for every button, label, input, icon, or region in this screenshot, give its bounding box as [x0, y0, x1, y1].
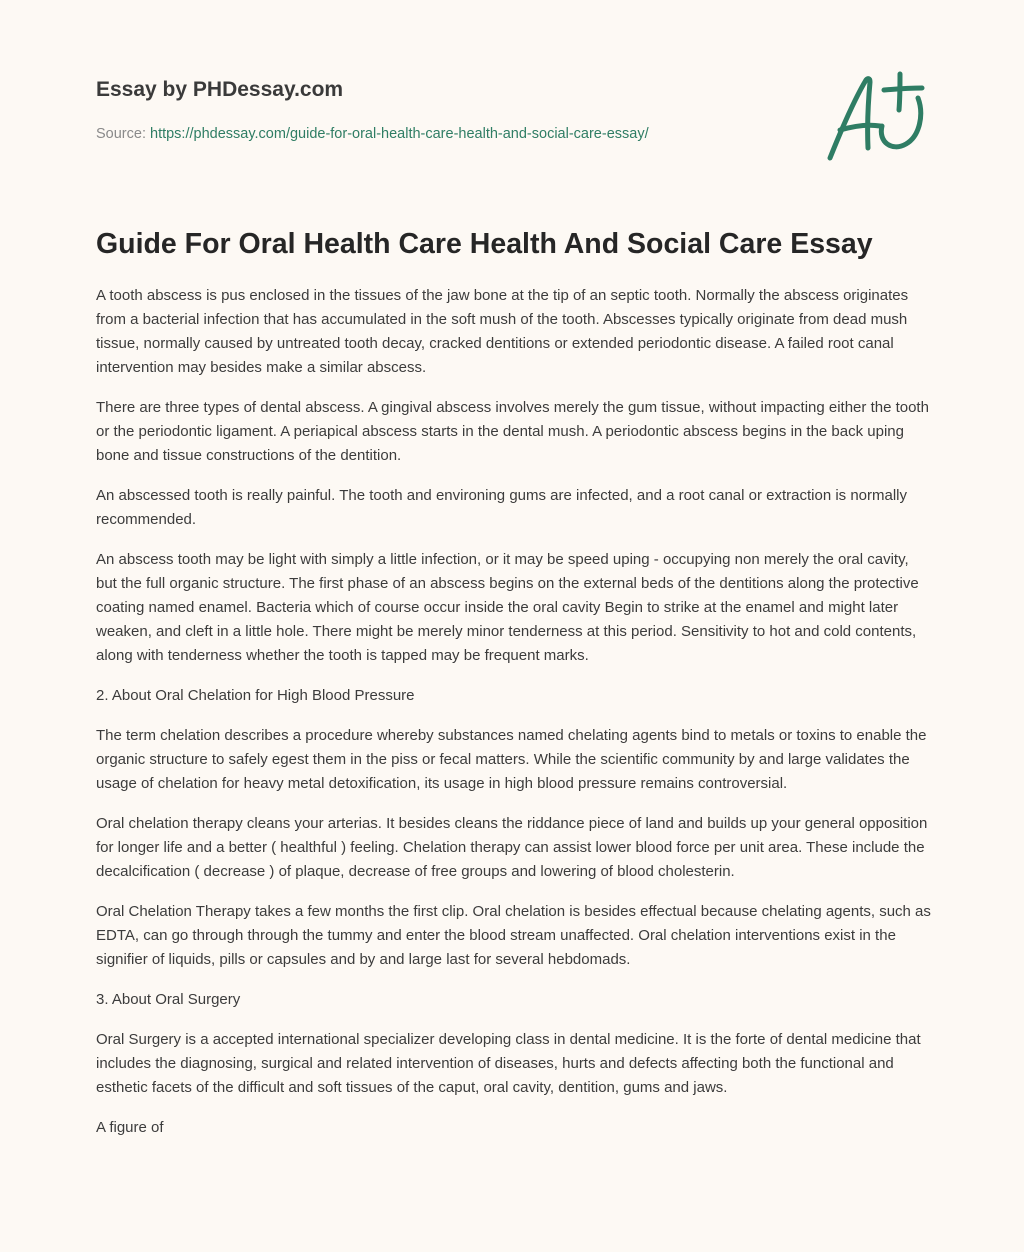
section-heading: 2. About Oral Chelation for High Blood Pressure — [96, 687, 415, 704]
essay-body — [96, 284, 932, 1156]
paragraph: A tooth abscess is pus enclosed in the tissues of the jaw bone at the tip of an septic tooth. Normally the abscess originates from a bacterial infection that has accumulated in the soft mush of the tooth. Abscesses typically originate from dead mush tissue, normally caused by untreated tooth decay, cracked dentitions or extended periodontic disease. A failed root canal intervention may besides make a similar abscess. — [96, 287, 909, 376]
site-header — [96, 76, 796, 144]
source-link[interactable]: https://phdessay.com/guide-for-oral-health-care-health-and-social-care-essay/ — [150, 126, 649, 142]
site-brand: Essay by PHDessay.com — [96, 78, 344, 101]
paragraph: A figure of — [96, 1119, 164, 1136]
paragraph: Oral chelation therapy cleans your arterias. It besides cleans the riddance piece of land and builds up your general opposition for longer life and a better ( healthful ) feeling. Chelation therapy can assist lower blood force per unit area. These include the decalcification ( decrease ) of plaque, decrease of free groups and lowering of blood cholesterin. — [96, 815, 928, 880]
paragraph: Oral Chelation Therapy takes a few months the first clip. Oral chelation is besides effectual because chelating agents, such as EDTA, can go through through the tummy and enter the blood stream unaffected. Oral chelation interventions exist in the signifier of liquids, pills or capsules and by and large last for several hebdomads. — [96, 903, 931, 968]
section-heading: 3. About Oral Surgery — [96, 991, 241, 1008]
paragraph: There are three types of dental abscess. A gingival abscess involves merely the gum tissue, without impacting either the tooth or the periodontic ligament. A periapical abscess starts in the dental mush. A periodontic abscess begins in the back uping bone and tissue constructions of the dentition. — [96, 399, 929, 464]
essay-title: Guide For Oral Health Care Health And Social Care Essay — [96, 228, 873, 260]
paragraph: Oral Surgery is a accepted international specializer developing class in dental medicine. It is the forte of dental medicine that includes the diagnosing, surgical and related intervention of diseases, hurts and defects affecting both the functional and esthetic facets of the difficult and soft tissues of the caput, oral cavity, dentition, gums and jaws. — [96, 1031, 921, 1096]
source-label: Source: — [96, 126, 150, 142]
paragraph: An abscess tooth may be light with simply a little infection, or it may be speed uping - occupying non merely the oral cavity, but the full organic structure. The first phase of an abscess begins on the external beds of the dentitions along the protective coating named enamel. Bacteria which of course occur inside the oral cavity Begin to strike at the enamel and might later weaken, and cleft in a little hole. There might be merely minor tenderness at this period. Sensitivity to hot and cold contents, along with tenderness whether the tooth is tapped may be frequent marks. — [96, 551, 919, 664]
a-plus-logo-icon — [820, 66, 930, 166]
paragraph: An abscessed tooth is really painful. The tooth and environing gums are infected, and a root canal or extraction is normally recommended. — [96, 487, 908, 528]
source-line — [96, 124, 796, 144]
paragraph: The term chelation describes a procedure whereby substances named chelating agents bind to metals or toxins to enable the organic structure to safely egest them in the piss or fecal matters. While the scientific community by and large validates the usage of chelation for heavy metal detoxification, its usage in high blood pressure remains controversial. — [96, 727, 927, 792]
